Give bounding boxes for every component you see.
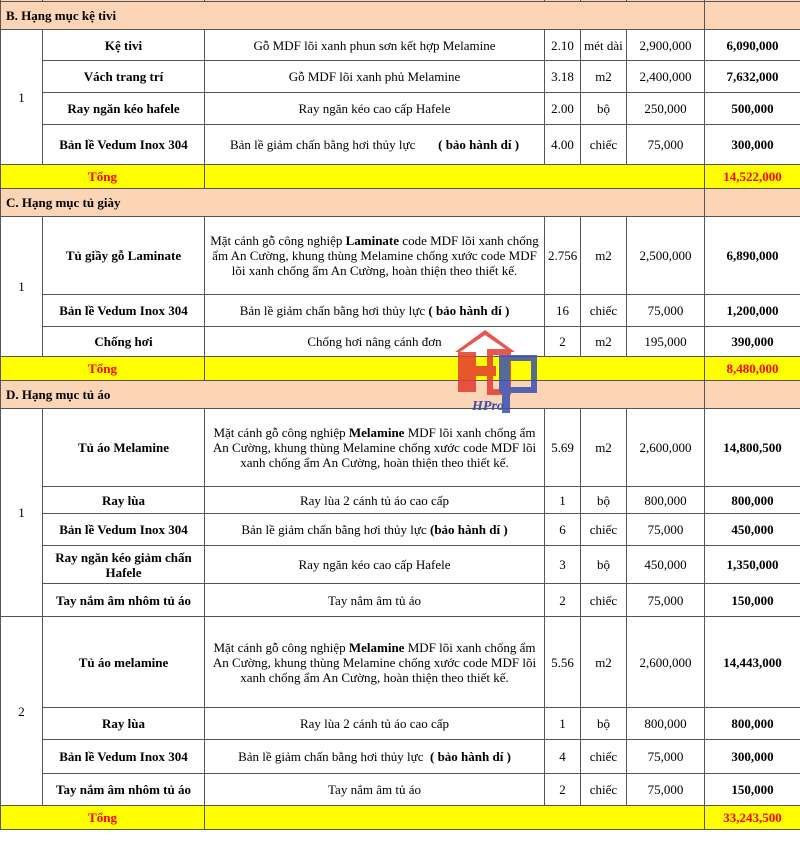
item-name: Tủ giầy gỗ Laminate [43, 217, 205, 295]
item-quantity: 2 [545, 774, 581, 806]
item-description: Ray ngăn kéo cao cấp Hafele [205, 546, 545, 584]
item-quantity: 5.56 [545, 617, 581, 708]
section-header: B. Hạng mục kệ tivi [1, 2, 705, 30]
item-total: 14,443,000 [705, 617, 800, 708]
item-name: Tay nắm âm nhôm tủ áo [43, 584, 205, 617]
item-unit: m2 [581, 217, 627, 295]
item-description: Tay nắm âm tủ áo [205, 584, 545, 617]
item-unit: mét dài [581, 30, 627, 61]
table-row [1, 740, 800, 774]
table-row [1, 617, 800, 708]
item-unit: bộ [581, 487, 627, 514]
section-header-row [1, 381, 800, 409]
item-total: 6,890,000 [705, 217, 800, 295]
section-header-row [1, 2, 800, 30]
table-row [1, 409, 800, 487]
table-body [1, 0, 800, 830]
item-description: Bản lề giảm chấn bằng hơi thủy lực (bảo hành dí ) [205, 514, 545, 546]
item-total: 150,000 [705, 774, 800, 806]
item-unit-price: 2,400,000 [627, 61, 705, 93]
item-name: Ray ngăn kéo hafele [43, 93, 205, 125]
item-quantity: 3.18 [545, 61, 581, 93]
table-row [1, 514, 800, 546]
item-quantity: 4 [545, 740, 581, 774]
item-total: 800,000 [705, 708, 800, 740]
item-description: Mặt cánh gỗ công nghiệp Melamine MDF lõi xanh chống ẩm An Cường, khung thùng Melamine chống xước code MDF lõi xanh chống ẩm An Cường, hoàn thiện theo thiết kế. [205, 409, 545, 487]
item-quantity: 2.00 [545, 93, 581, 125]
item-total: 1,350,000 [705, 546, 800, 584]
item-unit-price: 75,000 [627, 125, 705, 165]
item-quantity: 6 [545, 514, 581, 546]
section-total-row [1, 165, 800, 189]
item-description: Ray ngăn kéo cao cấp Hafele [205, 93, 545, 125]
section-total-label: Tổng [1, 806, 205, 830]
item-total: 300,000 [705, 740, 800, 774]
item-unit-price: 75,000 [627, 740, 705, 774]
item-unit-price: 2,600,000 [627, 617, 705, 708]
item-total: 14,800,500 [705, 409, 800, 487]
item-total: 800,000 [705, 487, 800, 514]
section-total-spacer [205, 806, 705, 830]
item-quantity: 1 [545, 487, 581, 514]
table-row [1, 327, 800, 357]
section-header: C. Hạng mục tủ giày [1, 189, 705, 217]
item-unit: m2 [581, 61, 627, 93]
table-row [1, 774, 800, 806]
item-quantity: 5.69 [545, 409, 581, 487]
item-unit-price: 2,500,000 [627, 217, 705, 295]
item-total: 150,000 [705, 584, 800, 617]
item-unit: chiếc [581, 295, 627, 327]
table-row [1, 584, 800, 617]
item-description: Chống hơi nâng cánh đơn [205, 327, 545, 357]
item-unit: m2 [581, 327, 627, 357]
section-header: D. Hạng mục tủ áo [1, 381, 705, 409]
item-unit-price: 250,000 [627, 93, 705, 125]
group-index: 2 [1, 617, 43, 806]
item-total: 7,632,000 [705, 61, 800, 93]
item-name: Tay nắm âm nhôm tủ áo [43, 774, 205, 806]
item-unit: bộ [581, 546, 627, 584]
table-row [1, 546, 800, 584]
item-unit: m2 [581, 617, 627, 708]
section-total-label: Tổng [1, 357, 205, 381]
item-quantity: 1 [545, 708, 581, 740]
item-description: Bản lề giảm chấn bằng hơi thủy lực ( bảo hành dí ) [205, 740, 545, 774]
section-total-amount: 8,480,000 [705, 357, 800, 381]
item-name: Chống hơi [43, 327, 205, 357]
item-name: Ray lùa [43, 708, 205, 740]
item-name: Ray ngăn kéo giảm chấn Hafele [43, 546, 205, 584]
item-unit-price: 2,600,000 [627, 409, 705, 487]
item-unit-price: 195,000 [627, 327, 705, 357]
item-total: 450,000 [705, 514, 800, 546]
item-name: Bản lề Vedum Inox 304 [43, 125, 205, 165]
table-row [1, 295, 800, 327]
watermark-label: HPro [472, 399, 504, 414]
item-description: Ray lùa 2 cánh tủ áo cao cấp [205, 487, 545, 514]
group-index: 1 [1, 409, 43, 617]
item-quantity: 2.756 [545, 217, 581, 295]
item-description: Gỗ MDF lõi xanh phun sơn kết hợp Melamine [205, 30, 545, 61]
group-index: 1 [1, 30, 43, 165]
section-total-row [1, 806, 800, 830]
item-description: Mặt cánh gỗ công nghiệp Melamine MDF lõi xanh chống ẩm An Cường, khung thùng Melamine chống xước code MDF lõi xanh chống ẩm An Cường, hoàn thiện theo thiết kế. [205, 617, 545, 708]
item-quantity: 2 [545, 584, 581, 617]
item-unit: bộ [581, 93, 627, 125]
table-row [1, 217, 800, 295]
item-unit-price: 75,000 [627, 295, 705, 327]
item-quantity: 2 [545, 327, 581, 357]
group-index: 1 [1, 217, 43, 357]
item-name: Ray lùa [43, 487, 205, 514]
section-header-blank [705, 381, 800, 409]
item-unit: bộ [581, 708, 627, 740]
item-description: Ray lùa 2 cánh tủ áo cao cấp [205, 708, 545, 740]
item-total: 1,200,000 [705, 295, 800, 327]
item-unit-price: 75,000 [627, 584, 705, 617]
section-total-label: Tổng [1, 165, 205, 189]
table-row [1, 708, 800, 740]
section-total-amount: 33,243,500 [705, 806, 800, 830]
item-quantity: 16 [545, 295, 581, 327]
section-total-row [1, 357, 800, 381]
item-total: 6,090,000 [705, 30, 800, 61]
item-name: Bản lề Vedum Inox 304 [43, 514, 205, 546]
table-row [1, 125, 800, 165]
item-description: Bản lề giảm chấn bằng hơi thủy lực ( bảo hành dí ) [205, 295, 545, 327]
item-unit-price: 800,000 [627, 487, 705, 514]
table-row [1, 61, 800, 93]
item-quantity: 4.00 [545, 125, 581, 165]
table-row [1, 93, 800, 125]
item-name: Tủ áo Melamine [43, 409, 205, 487]
item-name: Bản lề Vedum Inox 304 [43, 740, 205, 774]
item-unit: chiếc [581, 584, 627, 617]
item-unit: chiếc [581, 740, 627, 774]
item-name: Kệ tivi [43, 30, 205, 61]
hpro-logo-text [472, 399, 504, 415]
item-quantity: 3 [545, 546, 581, 584]
item-unit-price: 75,000 [627, 514, 705, 546]
item-total: 500,000 [705, 93, 800, 125]
item-unit: chiếc [581, 125, 627, 165]
section-header-blank [705, 189, 800, 217]
item-name: Vách trang trí [43, 61, 205, 93]
item-name: Tủ áo melamine [43, 617, 205, 708]
section-total-spacer [205, 165, 705, 189]
table-row [1, 30, 800, 61]
item-unit-price: 2,900,000 [627, 30, 705, 61]
item-total: 390,000 [705, 327, 800, 357]
item-unit-price: 800,000 [627, 708, 705, 740]
item-unit: chiếc [581, 774, 627, 806]
item-description: Bản lề giảm chấn bằng hơi thủy lực ( bảo hành dí ) [205, 125, 545, 165]
item-name: Bản lề Vedum Inox 304 [43, 295, 205, 327]
item-unit: m2 [581, 409, 627, 487]
section-header-blank [705, 2, 800, 30]
item-unit-price: 75,000 [627, 774, 705, 806]
table-row [1, 487, 800, 514]
item-description: Gỗ MDF lõi xanh phủ Melamine [205, 61, 545, 93]
item-unit-price: 450,000 [627, 546, 705, 584]
item-description: Tay nắm âm tủ áo [205, 774, 545, 806]
item-quantity: 2.10 [545, 30, 581, 61]
item-total: 300,000 [705, 125, 800, 165]
section-header-row [1, 189, 800, 217]
section-total-amount: 14,522,000 [705, 165, 800, 189]
item-unit: chiếc [581, 514, 627, 546]
item-description: Mặt cánh gỗ công nghiệp Laminate code MDF lõi xanh chống ẩm An Cường, khung thùng Melamine chống xước code MDF lõi xanh chống ẩm An Cường, hoàn thiện theo thiết kế. [205, 217, 545, 295]
